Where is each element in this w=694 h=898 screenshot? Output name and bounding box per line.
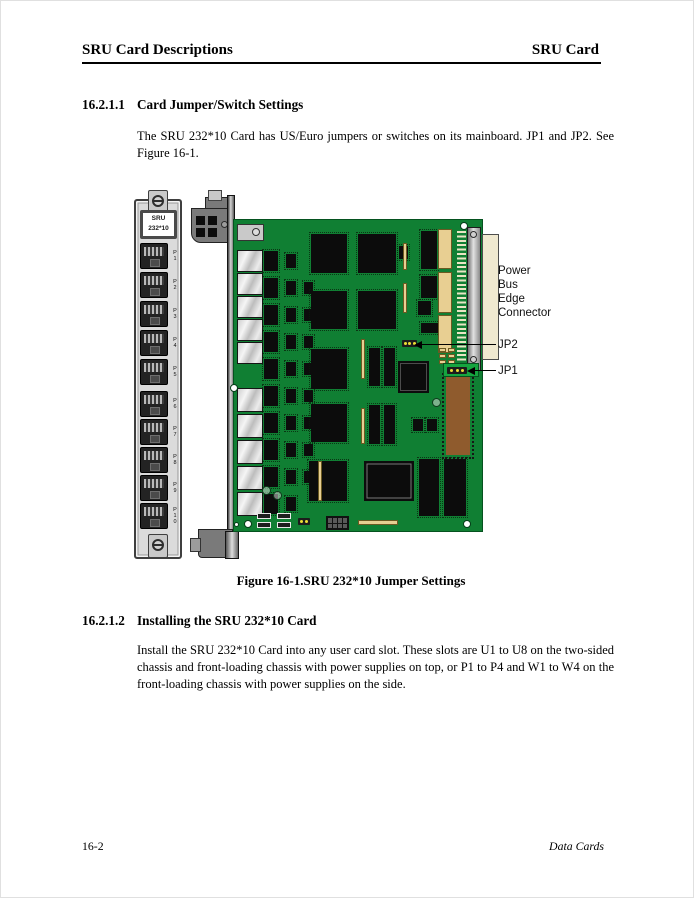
rail-foot xyxy=(225,531,239,559)
section-body-1: The SRU 232*10 Card has US/Euro jumpers or switches on its mainboard. JP1 and JP2. See Figure 16-1. xyxy=(137,129,614,160)
rj45-jack-p8 xyxy=(140,447,168,473)
resistor xyxy=(439,354,446,358)
shield-can xyxy=(237,414,263,438)
power-bus-label-line: Power xyxy=(498,265,531,277)
shield-can xyxy=(237,388,263,412)
ic-chip-pga xyxy=(364,461,414,501)
ic-chip-dip xyxy=(421,323,438,333)
power-bus-edge-connector xyxy=(482,234,499,360)
ic-chip-qfp xyxy=(311,291,347,329)
panel-label-line2: 232*10 xyxy=(148,225,169,232)
port-label-p5: P 5 xyxy=(173,366,177,378)
resistor xyxy=(277,522,291,528)
section-number: 16.2.1.1 xyxy=(82,97,125,112)
panel-bottom-screw xyxy=(148,534,168,558)
ic-chip-brown xyxy=(446,377,470,455)
ic-chip-qfp xyxy=(358,291,396,329)
ejector-bottom-tab xyxy=(190,538,201,552)
section-heading-2 xyxy=(82,613,317,629)
ic-chip-qfp xyxy=(311,234,347,273)
edge-pad xyxy=(438,229,452,269)
shield-can xyxy=(237,273,263,295)
rj45-jack-p3 xyxy=(140,301,168,327)
rj45-jack-p2 xyxy=(140,272,168,298)
section-title: Installing the SRU 232*10 Card xyxy=(137,613,317,628)
mounting-hole xyxy=(463,520,471,528)
ic-chip xyxy=(286,335,296,349)
ic-chip xyxy=(304,444,313,456)
screw-icon xyxy=(152,539,164,551)
screw-icon xyxy=(262,486,271,495)
resistor xyxy=(257,513,271,519)
ic-chip-dip xyxy=(369,348,380,386)
ejector-handle-top xyxy=(191,208,232,243)
ic-chip xyxy=(304,390,313,402)
connector-strip xyxy=(361,339,365,379)
page-number: 16-2 xyxy=(82,839,104,853)
screw-icon xyxy=(432,398,441,407)
mounting-hole xyxy=(244,520,252,528)
ic-chip-qfp xyxy=(358,234,396,273)
ic-chip-dip xyxy=(444,459,466,516)
ic-chip-qfp xyxy=(309,461,347,501)
port-label-p1: P 1 xyxy=(173,250,177,262)
ic-chip xyxy=(286,443,296,457)
jp1-arrow-icon xyxy=(467,367,475,375)
ic-chip-qfp xyxy=(311,349,347,389)
board-connector xyxy=(326,516,349,530)
screw-icon xyxy=(470,231,477,238)
ic-chip-dip xyxy=(384,348,395,386)
power-bus-label-line: Bus xyxy=(498,279,518,291)
rj45-jack-p4 xyxy=(140,330,168,356)
resistor xyxy=(448,354,455,358)
resistor xyxy=(257,522,271,528)
connector-strip xyxy=(318,461,322,501)
rj45-jack-p1 xyxy=(140,243,168,269)
shield-can xyxy=(237,440,263,464)
port-label-p4: P 4 xyxy=(173,337,177,349)
ic-chip xyxy=(264,413,278,433)
section-title: Card Jumper/Switch Settings xyxy=(137,97,304,112)
footer-right-text: Data Cards xyxy=(549,839,604,853)
port-label-p8: P 8 xyxy=(173,454,177,466)
ic-chip xyxy=(286,470,296,484)
ic-chip xyxy=(286,362,296,376)
ic-chip xyxy=(304,336,313,348)
ic-chip-dip xyxy=(421,276,437,298)
connector-strip xyxy=(403,243,407,270)
jp2-leader-line xyxy=(421,344,496,345)
ic-chip xyxy=(286,308,296,322)
resistor xyxy=(277,513,291,519)
jp2-label: JP2 xyxy=(498,339,518,351)
shield-can xyxy=(237,342,263,364)
ic-chip xyxy=(264,305,278,325)
ic-chip xyxy=(264,467,278,487)
jumper-2pin xyxy=(298,518,310,525)
screw-icon xyxy=(152,195,164,207)
rj45-jack-p9 xyxy=(140,475,168,501)
power-bus-label-line: Edge xyxy=(498,293,525,305)
section-number: 16.2.1.2 xyxy=(82,613,125,628)
ic-chip-dip xyxy=(427,419,437,431)
panel-label xyxy=(140,210,177,239)
jumper-jp1 xyxy=(447,367,467,374)
ic-chip xyxy=(286,497,296,511)
shield-can xyxy=(237,250,263,272)
rj45-jack-p6 xyxy=(140,391,168,417)
port-label-p2: P 2 xyxy=(173,279,177,291)
figure-caption: Figure 16-1.SRU 232*10 Jumper Settings xyxy=(236,573,466,588)
port-label-p10: P 1 0 xyxy=(173,507,177,525)
ic-chip xyxy=(286,416,296,430)
ic-chip-dip xyxy=(421,231,437,269)
jp1-label: JP1 xyxy=(498,365,518,377)
shield-can xyxy=(237,319,263,341)
connector-frame xyxy=(467,227,481,371)
port-label-p3: P 3 xyxy=(173,308,177,320)
jp1-leader-line xyxy=(474,370,496,371)
ic-chip-dip xyxy=(369,405,380,444)
ejector-top-tab xyxy=(208,190,222,201)
ic-chip xyxy=(264,359,278,379)
connector-strip xyxy=(403,283,407,313)
port-label-p7: P 7 xyxy=(173,426,177,438)
mounting-hole xyxy=(230,384,238,392)
power-bus-label xyxy=(498,264,551,320)
header-left-title: SRU Card Descriptions xyxy=(82,42,233,58)
section-heading-1 xyxy=(82,97,303,113)
screw-icon xyxy=(470,356,477,363)
resistor xyxy=(439,348,446,352)
ic-chip-dip xyxy=(413,419,423,431)
rj45-jack-p5 xyxy=(140,359,168,385)
edge-pad xyxy=(438,272,452,313)
header-right-title: SRU Card xyxy=(531,42,599,58)
ic-chip xyxy=(286,389,296,403)
section-body-2: Install the SRU 232*10 Card into any user card slot. These slots are U1 to U8 on the two-sided chassis and front-loading chassis with power supplies on top, or P1 to P4 and W1 to W4 on the front-loading chassis with power supplies on the side. xyxy=(137,643,614,691)
ic-chip xyxy=(286,281,296,295)
ic-chip xyxy=(264,251,278,271)
ic-chip xyxy=(286,254,296,268)
screw-icon xyxy=(273,491,282,500)
ic-chip xyxy=(264,332,278,352)
board-bracket xyxy=(237,224,264,241)
ic-chip-plcc xyxy=(398,361,429,393)
port-label-p6: P 6 xyxy=(173,398,177,410)
rj45-jack-p7 xyxy=(140,419,168,445)
ic-chip xyxy=(264,386,278,406)
ic-chip-dip xyxy=(384,405,395,444)
panel-label-line1: SRU xyxy=(151,215,166,222)
power-bus-label-line: Connector xyxy=(498,307,552,319)
ic-chip-dip xyxy=(418,301,431,315)
mounting-hole xyxy=(234,522,239,527)
ic-chip xyxy=(264,278,278,298)
connector-strip xyxy=(358,520,398,525)
rj45-jack-p10 xyxy=(140,503,168,529)
shield-can xyxy=(237,296,263,318)
ic-chip-dip xyxy=(419,459,439,516)
resistor xyxy=(448,348,455,352)
shield-can xyxy=(237,466,263,490)
ic-chip xyxy=(264,440,278,460)
connector-strip xyxy=(361,408,365,444)
ic-chip-qfp xyxy=(311,404,347,442)
jp2-arrow-icon xyxy=(414,341,422,349)
header-rule xyxy=(82,62,601,64)
port-label-p9: P 9 xyxy=(173,482,177,494)
